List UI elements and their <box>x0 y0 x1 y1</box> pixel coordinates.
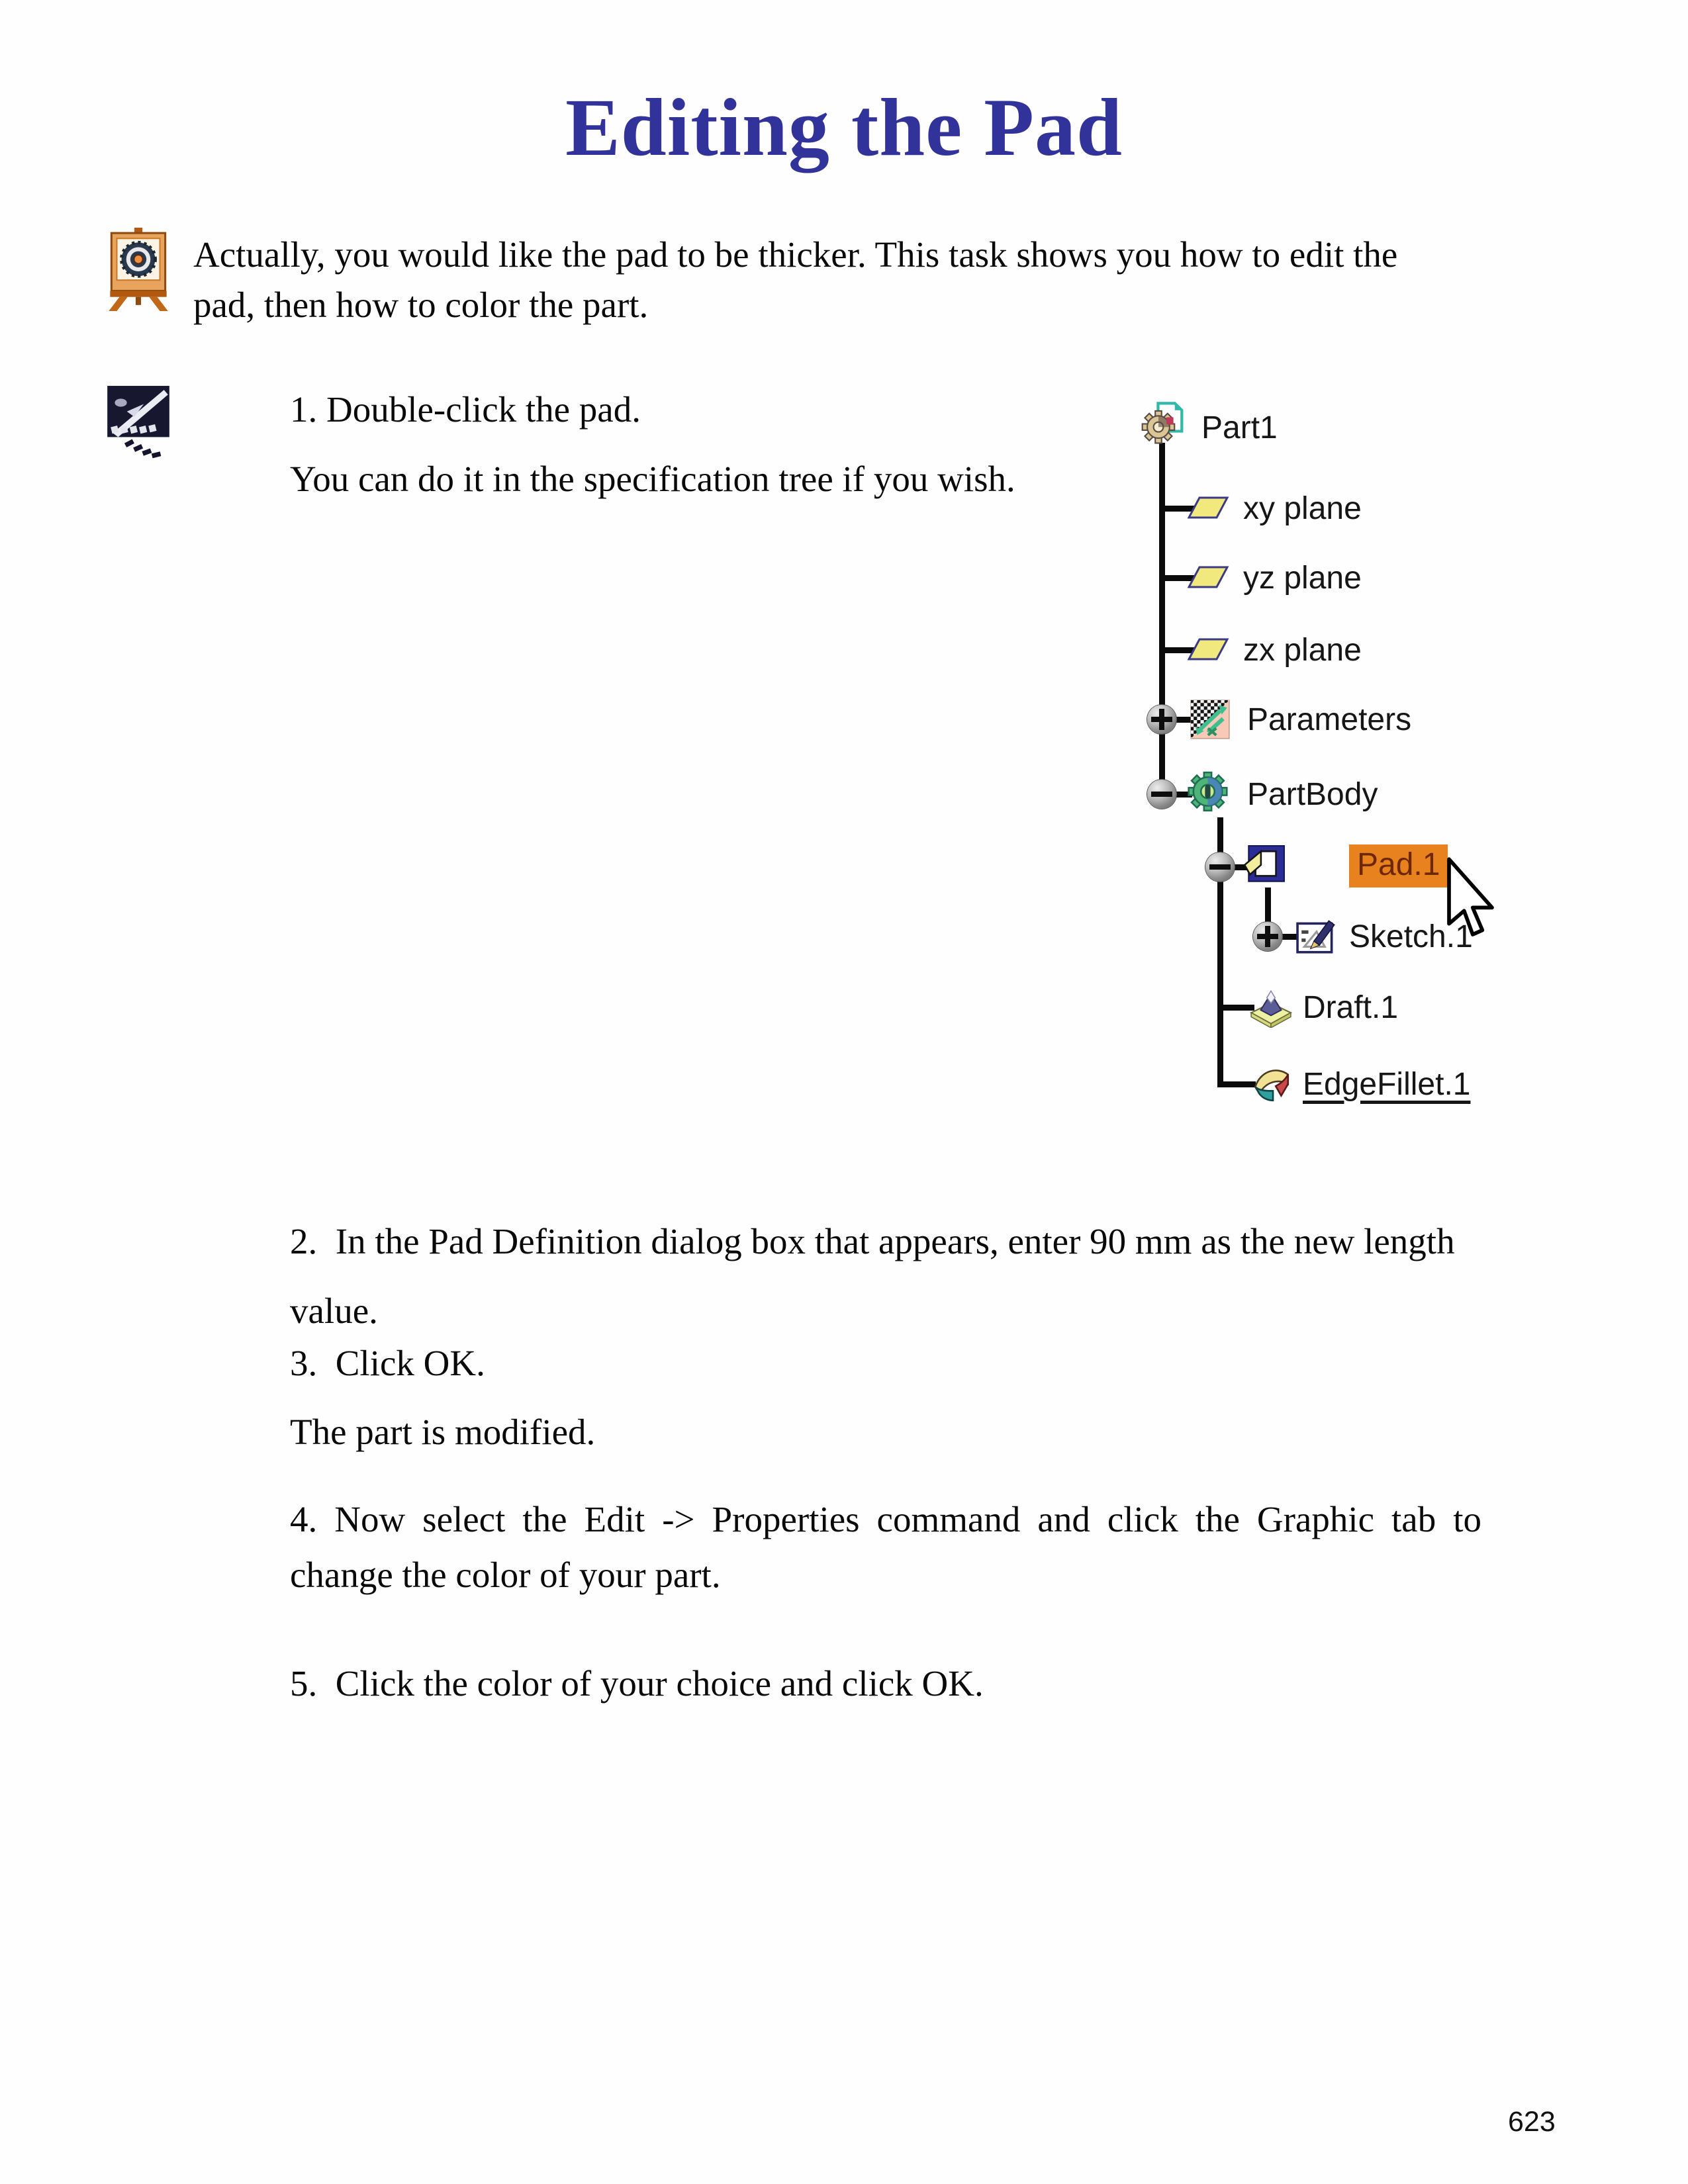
expander-sketch-plus[interactable] <box>1253 922 1282 951</box>
step-1-note: You can do it in the specification tree if you wish. <box>290 459 1015 499</box>
draft-icon[interactable] <box>1248 987 1293 1028</box>
pad-icon[interactable] <box>1242 844 1286 888</box>
specification-tree <box>1139 394 1602 1135</box>
tree-item-pad1-selected[interactable]: Pad.1 <box>1349 844 1448 887</box>
page-number: 623 <box>1508 2106 1556 2138</box>
tree-item-edgefillet1[interactable]: EdgeFillet.1 <box>1303 1067 1471 1102</box>
plane-icon[interactable] <box>1188 635 1230 664</box>
tree-item-parameters[interactable]: Parameters <box>1247 702 1412 737</box>
tree-item-xy-plane[interactable]: xy plane <box>1243 491 1362 526</box>
tree-item-sketch1[interactable]: Sketch.1 <box>1349 919 1473 954</box>
edgefillet-icon[interactable] <box>1250 1064 1293 1103</box>
step-3-note: The part is modified. <box>290 1412 596 1452</box>
step-2-line-1: 2. In the Pad Definition dialog box that appears, enter 90 mm as the new length <box>290 1221 1455 1261</box>
plane-icon[interactable] <box>1188 494 1230 523</box>
intro-paragraph <box>193 230 1397 330</box>
sketch-icon[interactable] <box>1296 918 1340 955</box>
intro-line-1: Actually, you would like the pad to be thicker. This task shows you how to edit the <box>193 234 1398 275</box>
page-title: Editing the Pad <box>565 82 1123 173</box>
step-4-line-2: change the color of your part. <box>290 1555 721 1595</box>
scenario-icon <box>105 385 172 459</box>
tree-item-part1[interactable]: Part1 <box>1201 410 1278 445</box>
tree-trunk-line <box>1159 443 1165 797</box>
task-target-icon <box>105 228 172 311</box>
partbody-gear-icon[interactable] <box>1185 769 1231 815</box>
tree-item-yz-plane[interactable]: yz plane <box>1243 561 1362 596</box>
step-1-text: 1. Double-click the pad. <box>290 389 641 430</box>
tree-item-draft1[interactable]: Draft.1 <box>1303 990 1399 1025</box>
expander-parameters-plus[interactable] <box>1147 705 1176 734</box>
tree-item-zx-plane[interactable]: zx plane <box>1243 633 1362 668</box>
plane-icon[interactable] <box>1188 563 1230 592</box>
part-document-gear-icon[interactable] <box>1140 399 1190 449</box>
expander-pad-minus[interactable] <box>1205 852 1235 882</box>
step-2-line-2: value. <box>290 1291 378 1331</box>
tree-item-partbody[interactable]: PartBody <box>1247 777 1378 812</box>
intro-line-2: pad, then how to color the part. <box>193 285 649 325</box>
expander-partbody-minus[interactable] <box>1147 780 1176 809</box>
step-4-line-1: 4. Now select the Edit -> Properties command and click the Graphic tab to <box>290 1499 1481 1539</box>
parameters-icon[interactable] <box>1190 700 1230 739</box>
step-3-text: 3. Click OK. <box>290 1343 485 1383</box>
step-5-text: 5. Click the color of your choice and click OK. <box>290 1663 984 1704</box>
